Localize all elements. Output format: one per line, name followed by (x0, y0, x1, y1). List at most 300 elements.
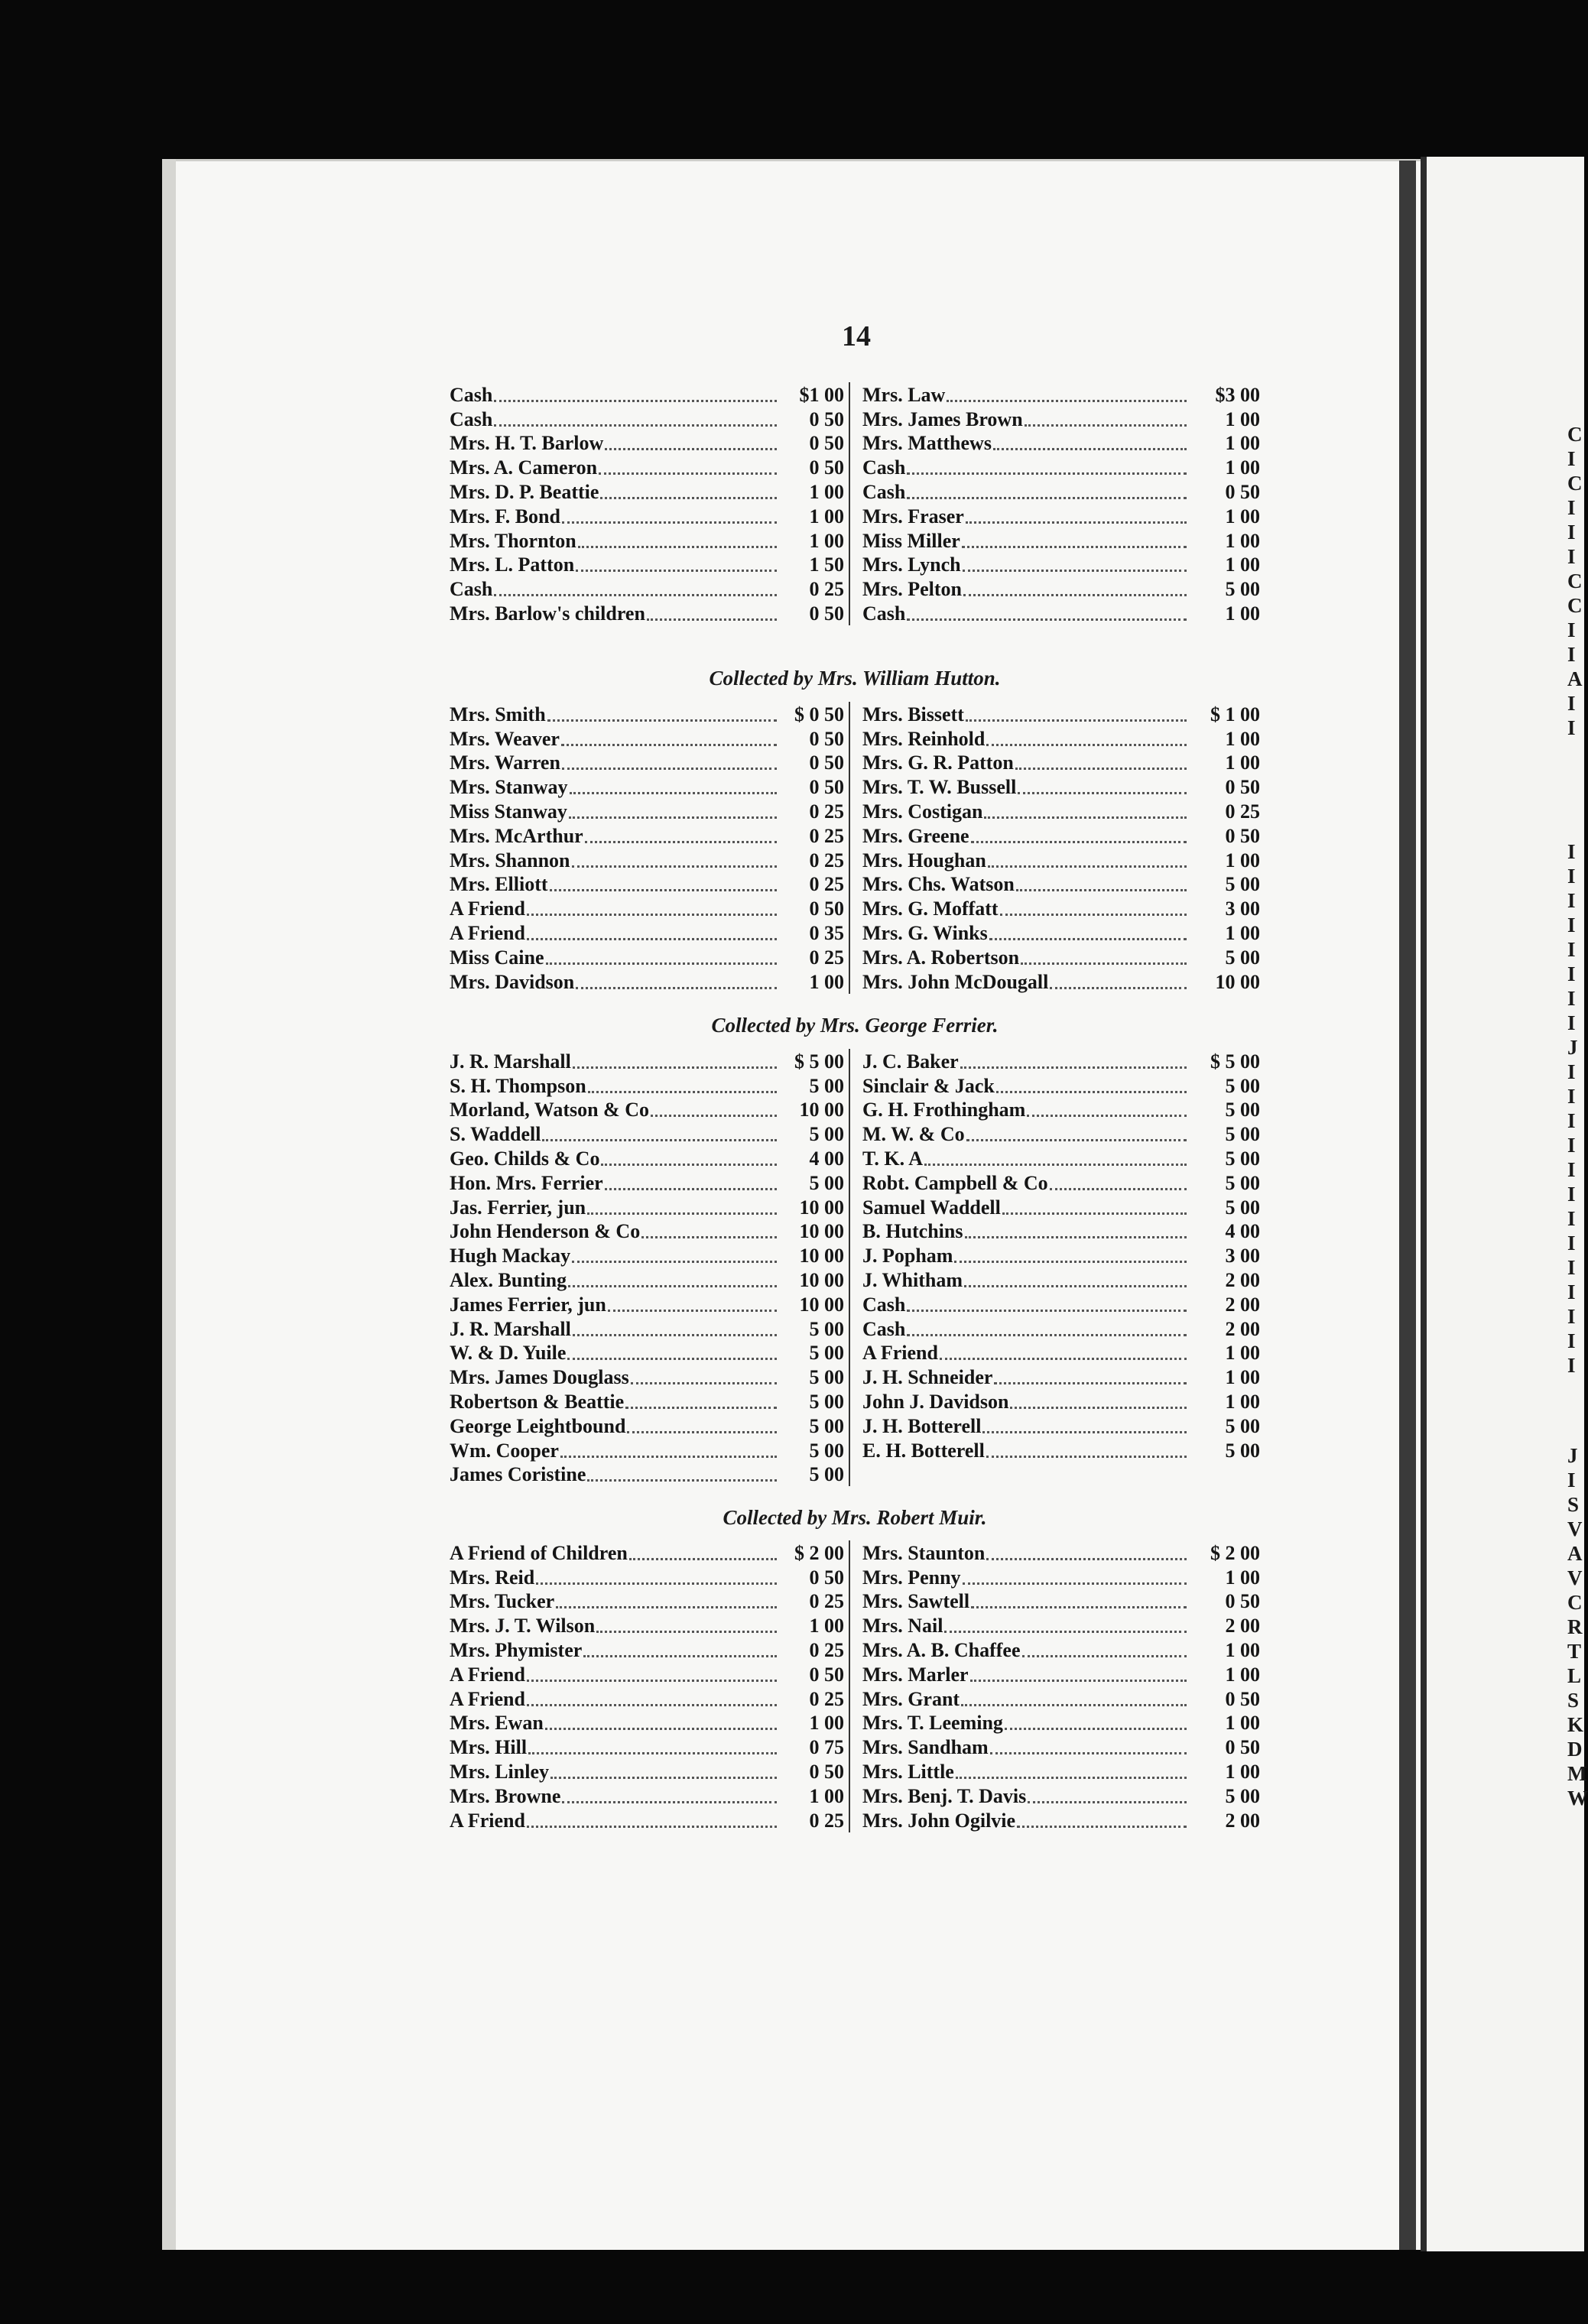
contribution-amount: 5 00 (1225, 1439, 1260, 1462)
contribution-entry (450, 1292, 849, 1316)
contributor-name: Mrs. Barlow's children (450, 602, 645, 625)
contribution-entry (862, 455, 1260, 479)
contribution-amount: $ 5 00 (794, 1050, 844, 1073)
contribution-entry (862, 848, 1260, 872)
dot-leader (631, 1381, 777, 1384)
contributor-name: S. H. Thompson (450, 1074, 586, 1097)
contribution-amount: 3 00 (1225, 1245, 1260, 1267)
dot-leader (585, 840, 777, 843)
contribution-entry (450, 1073, 849, 1098)
contribution-amount: 1 00 (809, 1615, 844, 1638)
contribution-entry (862, 1613, 1260, 1638)
dot-leader (596, 1630, 777, 1633)
facing-page-letter: I (1567, 962, 1576, 985)
facing-page-letter: I (1567, 1158, 1576, 1181)
contribution-amount: 1 00 (809, 480, 844, 503)
section-heading-muir: Collected by Mrs. Robert Muir. (723, 1506, 987, 1529)
dot-leader (1021, 962, 1187, 965)
contribution-entry (450, 1243, 849, 1267)
contribution-entry (862, 1365, 1260, 1389)
right-column (862, 702, 1260, 994)
dot-leader (527, 1703, 777, 1706)
facing-page-letter: K (1567, 1713, 1584, 1736)
contribution-amount: 2 00 (1225, 1268, 1260, 1291)
contributor-name: Sinclair & Jack (862, 1074, 995, 1097)
dot-leader (956, 1776, 1187, 1779)
contributor-name: Mrs. T. W. Bussell (862, 776, 1017, 799)
contribution-entry (450, 774, 849, 799)
contribution-entry (450, 1462, 849, 1487)
right-column (862, 1540, 1260, 1832)
contribution-entry (450, 920, 849, 945)
dot-leader (907, 472, 1187, 475)
facing-page-letter: A (1567, 667, 1583, 690)
contribution-entry (862, 726, 1260, 751)
facing-page-letter: L (1567, 1664, 1582, 1687)
contribution-entry (450, 1389, 849, 1414)
facing-page-letter: I (1567, 496, 1576, 519)
contribution-amount: 10 00 (799, 1268, 844, 1291)
contribution-entry (862, 576, 1260, 601)
contributor-name: A Friend (862, 1342, 938, 1365)
contribution-entry (862, 1711, 1260, 1735)
contributions-block-muir (450, 1540, 1260, 1832)
contribution-entry (862, 1784, 1260, 1808)
contribution-entry (862, 872, 1260, 897)
contribution-amount: 0 25 (809, 824, 844, 847)
contribution-entry (862, 920, 1260, 945)
contribution-amount: 2 00 (1225, 1615, 1260, 1638)
contribution-amount: 1 00 (1225, 1390, 1260, 1413)
contribution-amount: 1 00 (1225, 1663, 1260, 1686)
contribution-entry (862, 1589, 1260, 1614)
contribution-entry (450, 455, 849, 479)
contributor-name: James Ferrier, jun (450, 1293, 606, 1316)
dot-leader (966, 521, 1187, 524)
dot-leader (627, 1430, 777, 1433)
contributor-name: Cash (450, 383, 493, 406)
contributor-name: Cash (450, 407, 493, 430)
contribution-entry (862, 774, 1260, 799)
contribution-entry (862, 407, 1260, 431)
contribution-amount: 5 00 (1225, 1147, 1260, 1170)
contribution-entry (450, 969, 849, 994)
contribution-entry (862, 896, 1260, 920)
contribution-amount: 0 50 (1225, 1687, 1260, 1710)
contribution-amount: 4 00 (809, 1147, 844, 1170)
dot-leader (924, 1163, 1187, 1166)
contributor-name: Mrs. A. B. Chaffee (862, 1638, 1021, 1661)
page-gutter-shadow (1399, 161, 1416, 2250)
contribution-amount: 0 50 (809, 456, 844, 479)
dot-leader (986, 1455, 1187, 1458)
dot-leader (547, 719, 777, 722)
facing-page-letter: S (1567, 1493, 1580, 1516)
contributor-name: Miss Caine (450, 946, 544, 969)
contributor-name: J. C. Baker (862, 1050, 959, 1073)
contribution-entry (450, 1365, 849, 1389)
dot-leader (527, 1825, 777, 1828)
contributor-name: Mrs. McArthur (450, 824, 583, 847)
contribution-entry (450, 1711, 849, 1735)
contribution-entry (450, 702, 849, 726)
dot-leader (561, 743, 777, 746)
contributor-name: Mrs. Warren (450, 751, 560, 774)
contribution-amount: 5 00 (1225, 1196, 1260, 1219)
contributor-name: Mrs. Stanway (450, 776, 568, 799)
facing-page-letter: V (1567, 1566, 1583, 1589)
dot-leader (573, 1333, 777, 1336)
contributor-name: Wm. Cooper (450, 1439, 559, 1462)
contribution-amount: 2 00 (1225, 1809, 1260, 1832)
contribution-amount: 0 25 (809, 1638, 844, 1661)
contribution-amount: 2 00 (1225, 1293, 1260, 1316)
contribution-entry (450, 872, 849, 897)
dot-leader (982, 1430, 1187, 1433)
contributor-name: J. Popham (862, 1245, 953, 1267)
contribution-amount: 5 00 (809, 1366, 844, 1389)
dot-leader (971, 1605, 1187, 1608)
dot-leader (990, 1751, 1187, 1754)
contributor-name: J. R. Marshall (450, 1050, 571, 1073)
contribution-entry (862, 1073, 1260, 1098)
contribution-entry (450, 1735, 849, 1759)
dot-leader (960, 1066, 1187, 1069)
contributor-name: Mrs. Weaver (450, 727, 560, 750)
contribution-amount: 5 00 (1225, 1171, 1260, 1194)
dot-leader (601, 1163, 777, 1166)
dot-leader (546, 962, 778, 965)
contribution-amount: 0 50 (1225, 1590, 1260, 1613)
contribution-amount: 1 00 (1225, 1566, 1260, 1589)
contribution-amount: 5 00 (809, 1390, 844, 1413)
contribution-entry (862, 1121, 1260, 1146)
contribution-entry (862, 1759, 1260, 1784)
contribution-entry (862, 528, 1260, 553)
contribution-entry (450, 751, 849, 775)
dot-leader (1022, 1654, 1187, 1657)
contribution-entry (450, 1540, 849, 1565)
contribution-entry (450, 1195, 849, 1219)
contributor-name: M. W. & Co (862, 1123, 965, 1146)
dot-leader (599, 472, 777, 475)
contributor-name: Mrs. Hill (450, 1736, 528, 1759)
dot-leader (1005, 1727, 1187, 1730)
dot-leader (572, 1260, 777, 1263)
contributor-name: J. Whitham (862, 1268, 963, 1291)
contributor-name: Mrs. Houghan (862, 849, 986, 872)
contribution-entry (862, 1170, 1260, 1195)
contributor-name: Alex. Bunting (450, 1268, 567, 1291)
facing-page-letter: I (1567, 865, 1576, 888)
dot-leader (971, 840, 1187, 843)
contribution-entry (450, 382, 849, 407)
contributor-name: J. H. Botterell (862, 1414, 982, 1437)
contributor-name: Miss Stanway (450, 800, 567, 823)
contribution-entry (450, 1121, 849, 1146)
contribution-entry (450, 896, 849, 920)
dot-leader (569, 816, 777, 819)
contribution-entry (862, 1341, 1260, 1365)
dot-leader (587, 1478, 777, 1482)
dot-leader (962, 545, 1187, 548)
dot-leader (907, 1309, 1187, 1312)
dot-leader (989, 937, 1187, 940)
contribution-amount: 5 00 (1225, 1123, 1260, 1146)
contributor-name: Mrs. A. Robertson (862, 946, 1020, 969)
contributor-name: Mrs. Thornton (450, 529, 576, 552)
contribution-entry (450, 601, 849, 625)
contributor-name: Jas. Ferrier, jun (450, 1196, 586, 1219)
contribution-amount: 0 25 (809, 849, 844, 872)
facing-page-letter: C (1567, 1591, 1583, 1614)
contributor-name: John J. Davidson (862, 1390, 1009, 1413)
contribution-amount: 1 00 (1225, 921, 1260, 944)
contribution-amount: 1 00 (1225, 849, 1260, 872)
facing-page-letter: I (1567, 1305, 1576, 1328)
facing-page-letter: C (1567, 423, 1583, 446)
facing-page-letter: I (1567, 1329, 1576, 1352)
contribution-amount: $ 1 00 (1210, 703, 1260, 725)
contribution-amount: 5 00 (809, 1123, 844, 1146)
dot-leader (545, 1727, 777, 1730)
contributor-name: Mrs. Browne (450, 1784, 561, 1807)
contribution-amount: 10 00 (1215, 970, 1260, 993)
contributions-block-general (450, 382, 1260, 625)
contribution-amount: 0 35 (809, 921, 844, 944)
contribution-entry (450, 1759, 849, 1784)
contribution-amount: 1 00 (1225, 1638, 1260, 1661)
contributor-name: Cash (862, 602, 906, 625)
contribution-amount: 0 50 (809, 751, 844, 774)
contribution-amount: 1 00 (1225, 602, 1260, 625)
right-column (862, 382, 1260, 625)
dot-leader (984, 816, 1187, 819)
dot-leader (994, 1381, 1187, 1384)
contribution-amount: 1 00 (1225, 1342, 1260, 1365)
dot-leader (567, 1357, 777, 1360)
facing-page-letter: I (1567, 716, 1576, 739)
contribution-amount: 5 00 (1225, 946, 1260, 969)
contribution-entry (862, 1243, 1260, 1267)
contribution-entry (862, 1098, 1260, 1122)
contributor-name: Mrs. J. T. Wilson (450, 1615, 596, 1638)
dot-leader (608, 1309, 777, 1312)
contribution-amount: 1 00 (1225, 407, 1260, 430)
contribution-amount: 0 50 (809, 407, 844, 430)
contribution-entry (862, 1540, 1260, 1565)
contribution-entry (450, 799, 849, 823)
facing-page-letter: I (1567, 1256, 1576, 1279)
contribution-entry (862, 702, 1260, 726)
contributor-name: Mrs. Marler (862, 1663, 969, 1686)
contribution-entry (862, 1219, 1260, 1244)
contribution-amount: 1 00 (1225, 529, 1260, 552)
contributor-name: Mrs. John McDougall (862, 970, 1049, 993)
facing-page-letter: C (1567, 570, 1583, 592)
contribution-entry (450, 1662, 849, 1686)
dot-leader (560, 1455, 777, 1458)
contribution-amount: 5 00 (809, 1414, 844, 1437)
contribution-amount: 5 00 (1225, 1414, 1260, 1437)
contributor-name: John Henderson & Co (450, 1220, 641, 1243)
dot-leader (576, 569, 777, 572)
contributor-name: Mrs. Elliott (450, 873, 548, 896)
contributor-name: Mrs. Phymister (450, 1638, 583, 1661)
facing-page-letter: I (1567, 987, 1576, 1010)
contribution-amount: 0 50 (1225, 1736, 1260, 1759)
contribution-entry (862, 1049, 1260, 1073)
contribution-amount: $1 00 (799, 383, 844, 406)
dot-leader (494, 424, 777, 427)
dot-leader (963, 593, 1187, 596)
contributor-name: Mrs. Greene (862, 824, 969, 847)
contribution-amount: 5 00 (809, 1463, 844, 1486)
contribution-entry (450, 1565, 849, 1589)
contribution-entry (450, 504, 849, 528)
facing-page-letter: I (1567, 1060, 1576, 1083)
dot-leader (528, 1751, 777, 1754)
contribution-amount: 1 00 (809, 529, 844, 552)
contribution-entry (450, 1219, 849, 1244)
facing-page-letter: I (1567, 1183, 1576, 1206)
contributor-name: Mrs. Davidson (450, 970, 575, 993)
contributor-name: Mrs. Reid (450, 1566, 535, 1589)
contribution-amount: 3 00 (1225, 897, 1260, 920)
contribution-amount: 0 75 (809, 1736, 844, 1759)
contributor-name: Mrs. H. T. Barlow (450, 432, 604, 455)
contribution-entry (862, 1389, 1260, 1414)
dot-leader (966, 719, 1187, 722)
dot-leader (629, 1557, 777, 1560)
contribution-amount: 0 50 (809, 1566, 844, 1589)
dot-leader (964, 1284, 1187, 1287)
contribution-amount: $ 5 00 (1210, 1050, 1260, 1073)
contribution-entry (862, 479, 1260, 504)
contribution-amount: 0 50 (809, 1760, 844, 1783)
contribution-amount: 1 00 (809, 970, 844, 993)
dot-leader (641, 1235, 777, 1238)
section-heading-hutton: Collected by Mrs. William Hutton. (709, 667, 1001, 690)
dot-leader (961, 1703, 1187, 1706)
contributor-name: A Friend of Children (450, 1541, 628, 1564)
dot-leader (562, 1800, 777, 1803)
contributions-block-hutton (450, 702, 1260, 994)
dot-leader (570, 791, 777, 794)
contributor-name: Mrs. Lynch (862, 553, 961, 576)
facing-page-letter: D (1567, 1738, 1583, 1761)
contribution-amount: 1 00 (809, 1784, 844, 1807)
contribution-entry (862, 553, 1260, 577)
dot-leader (572, 865, 778, 868)
contribution-entry (450, 1589, 849, 1614)
contribution-entry (450, 553, 849, 577)
contribution-amount: 10 00 (799, 1196, 844, 1219)
contributor-name: Cash (862, 456, 906, 479)
contributor-name: Mrs. T. Leeming (862, 1712, 1003, 1735)
contribution-amount: 2 00 (1225, 1317, 1260, 1340)
facing-page-letter: I (1567, 643, 1576, 666)
dot-leader (1027, 1114, 1187, 1117)
facing-page-letter: T (1567, 1640, 1582, 1663)
dot-leader (907, 618, 1187, 621)
left-column (450, 382, 850, 625)
dot-leader (578, 545, 777, 548)
contribution-amount: $ 2 00 (794, 1541, 844, 1564)
contribution-amount: 0 25 (809, 873, 844, 896)
contribution-entry (862, 1195, 1260, 1219)
contribution-amount: 0 25 (809, 578, 844, 601)
facing-page-letter: I (1567, 1134, 1576, 1157)
right-column (862, 1049, 1260, 1486)
contribution-amount: 10 00 (799, 1245, 844, 1267)
dot-leader (907, 1333, 1187, 1336)
contributor-name: Hon. Mrs. Ferrier (450, 1171, 603, 1194)
contribution-amount: 5 00 (809, 1317, 844, 1340)
dot-leader (993, 447, 1187, 450)
contribution-entry (862, 601, 1260, 625)
dot-leader (970, 1679, 1187, 1682)
contribution-entry (862, 382, 1260, 407)
contribution-entry (862, 1735, 1260, 1759)
contribution-entry (862, 1662, 1260, 1686)
contribution-amount: 5 00 (809, 1171, 844, 1194)
contribution-entry (450, 1267, 849, 1292)
contributor-name: G. H. Frothingham (862, 1099, 1026, 1121)
contributor-name: Mrs. Fraser (862, 505, 964, 527)
contributor-name: Mrs. Pelton (862, 578, 962, 601)
dot-leader (587, 1212, 777, 1215)
dot-leader (556, 1605, 777, 1608)
contribution-amount: 5 00 (809, 1439, 844, 1462)
contribution-amount: 5 00 (1225, 1074, 1260, 1097)
facing-page-letter: V (1567, 1517, 1583, 1540)
contribution-amount: 10 00 (799, 1220, 844, 1243)
contributor-name: Cash (862, 1293, 906, 1316)
dot-leader (527, 937, 777, 940)
facing-page-letter: I (1567, 1232, 1576, 1255)
facing-page (1421, 157, 1588, 2251)
contributor-name: Mrs. Grant (862, 1687, 960, 1710)
dot-leader (1018, 791, 1187, 794)
dot-leader (988, 865, 1187, 868)
contribution-entry (450, 431, 849, 456)
dot-leader (996, 1090, 1187, 1093)
contributor-name: Mrs. Reinhold (862, 727, 986, 750)
contribution-entry (450, 823, 849, 848)
dot-leader (562, 521, 777, 524)
contributor-name: Mrs. Sawtell (862, 1590, 970, 1613)
facing-page-letter: S (1567, 1689, 1580, 1712)
contributor-name: A Friend (450, 921, 525, 944)
contributor-name: Mrs. Bissett (862, 703, 964, 725)
facing-page-letter: I (1567, 1354, 1576, 1377)
contribution-amount: 10 00 (799, 1099, 844, 1121)
contribution-amount: 5 00 (809, 1074, 844, 1097)
dot-leader (1028, 1800, 1187, 1803)
contribution-entry (450, 1316, 849, 1341)
contribution-amount: 0 50 (809, 727, 844, 750)
dot-leader (1016, 888, 1187, 891)
contributor-name: T. K. A (862, 1147, 923, 1170)
dot-leader (588, 1090, 777, 1093)
contribution-entry (450, 1146, 849, 1170)
contribution-entry (450, 528, 849, 553)
facing-page-letter: J (1567, 1444, 1578, 1467)
dot-leader (647, 618, 777, 621)
contributor-name: Mrs. Matthews (862, 432, 992, 455)
contribution-amount: 0 25 (809, 1590, 844, 1613)
